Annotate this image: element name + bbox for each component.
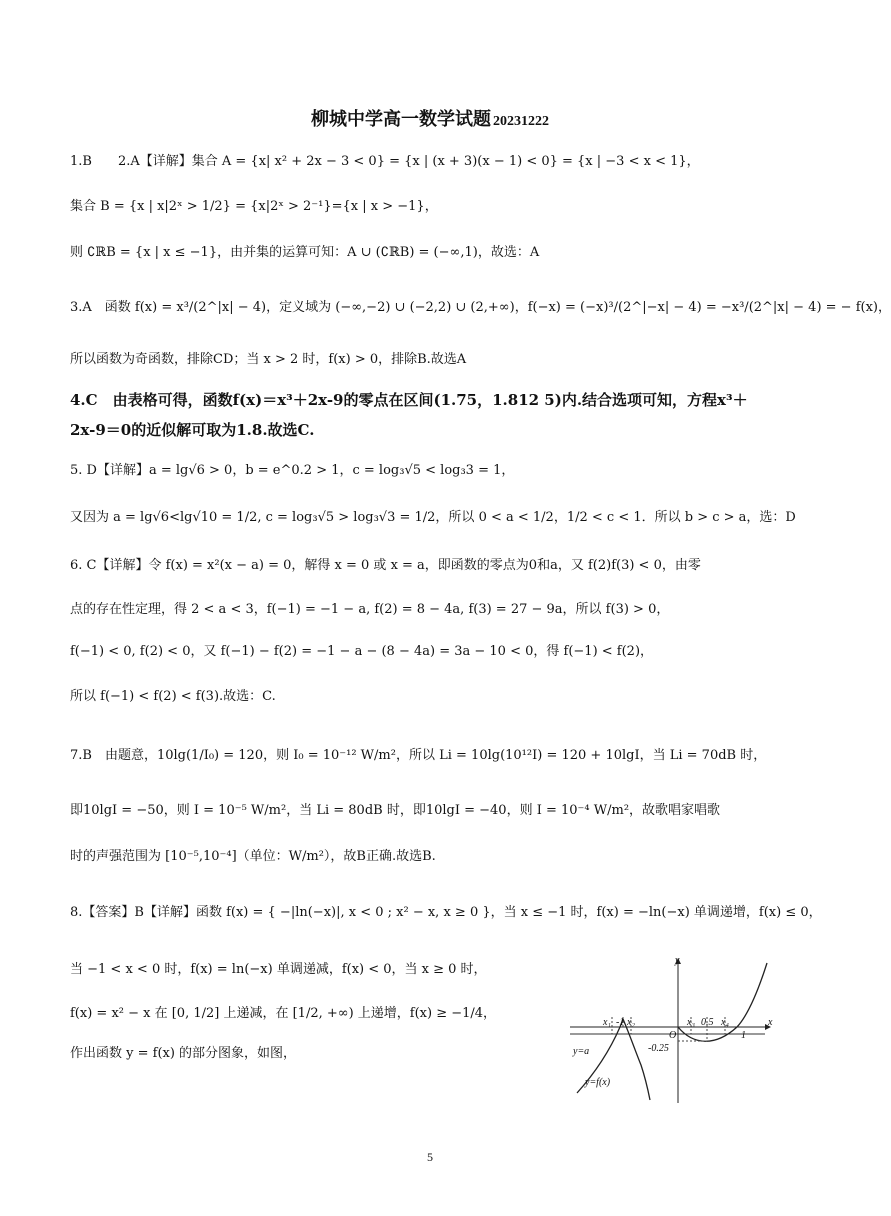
graph-label-neg025: -0.25	[648, 1043, 669, 1054]
graph-label-half: 0.5	[701, 1017, 714, 1028]
answer-line-1: 1.B 2.A【详解】集合 A = {x| x² + 2x − 3 < 0} = {x | (x + 3)(x − 1) < 0} = {x | −3 < x < 1}，	[70, 154, 700, 169]
graph-label-x: x	[768, 1017, 773, 1028]
graph-label-x3: x₃	[687, 1017, 695, 1028]
curve-left-decreasing	[623, 1019, 650, 1100]
answer-line-18: 当 −1 < x < 0 时，f(x) = ln(−x) 单调递减，f(x) < 0，当 x ≥ 0 时，	[70, 962, 487, 977]
answer-line-6: 4.C 由表格可得，函数f(x)＝x³＋2x-9的零点在区间(1.75，1.812 5)内.结合选项可知，方程x³＋	[70, 391, 748, 409]
answer-line-9: 又因为 a = lg√6<lg√10 = 1/2, c = log₃√5 > log₃√3 = 1/2，所以 0 < a < 1/2，1/2 < c < 1．所以 b > c > a，选：D	[70, 510, 796, 525]
answer-line-7: 2x-9＝0的近似解可取为1.8.故选C.	[70, 421, 315, 439]
graph-svg	[565, 955, 780, 1105]
page-number: 5	[427, 1150, 433, 1164]
answer-line-2: 集合 B = {x | x|2ˣ > 1/2} = {x|2ˣ > 2⁻¹}={x | x > −1}，	[70, 199, 438, 214]
answer-line-12: f(−1) < 0, f(2) < 0，又 f(−1) − f(2) = −1 − a − (8 − 4a) = 3a − 10 < 0，得 f(−1) < f(2)，	[70, 644, 654, 659]
answer-line-5: 所以函数为奇函数，排除CD；当 x > 2 时，f(x) > 0，排除B.故选A	[70, 352, 467, 367]
graph-label-y: y	[675, 955, 680, 966]
page-title	[0, 105, 860, 131]
answer-line-13: 所以 f(−1) < f(2) < f(3).故选：C.	[70, 689, 276, 704]
answer-line-11: 点的存在性定理，得 2 < a < 3，f(−1) = −1 − a, f(2) = 8 − 4a, f(3) = 27 − 9a，所以 f(3) > 0，	[70, 602, 670, 617]
graph-label-x2: x₂	[627, 1017, 635, 1028]
title-text: 柳城中学高一数学试题	[311, 109, 491, 130]
graph-label-ya: y=a	[573, 1046, 590, 1057]
graph-label-one: 1	[741, 1030, 746, 1041]
answer-line-3: 则 ∁ℝB = {x | x ≤ −1}，由并集的运算可知：A ∪ (∁ℝB) = (−∞,1)，故选：A	[70, 245, 540, 260]
answer-line-15: 即10lgI = −50，则 I = 10⁻⁵ W/m²，当 Li = 80dB 时，即10lgI = −40，则 I = 10⁻⁴ W/m²，故歌唱家唱歌	[70, 803, 721, 818]
function-graph	[565, 955, 780, 1105]
graph-label-x1: x₁	[603, 1017, 611, 1028]
answer-line-16: 时的声强范围为 [10⁻⁵,10⁻⁴]（单位：W/m²），故B正确.故选B.	[70, 849, 436, 864]
graph-label-yfx: y=f(x)	[585, 1077, 611, 1088]
answer-line-4: 3.A 函数 f(x) = x³/(2^|x| − 4)，定义域为 (−∞,−2) ∪ (−2,2) ∪ (2,+∞)，f(−x) = (−x)³/(2^|−x| − 4) = −x³/(2^|x| − 4) = − f(x)，	[70, 300, 891, 315]
graph-label-origin: O	[669, 1030, 677, 1041]
title-date: 20231222	[493, 114, 549, 129]
answer-line-10: 6. C【详解】令 f(x) = x²(x − a) = 0，解得 x = 0 或 x = a，即函数的零点为0和a，又 f(2)f(3) < 0，由零	[70, 558, 701, 573]
answer-line-20: 作出函数 y = f(x) 的部分图象，如图，	[70, 1046, 297, 1061]
answer-line-19: f(x) = x² − x 在 [0, 1/2] 上递减，在 [1/2, +∞) 上递增，f(x) ≥ −1/4，	[70, 1006, 497, 1021]
graph-label-neg1: -1	[616, 1017, 625, 1028]
answer-line-14: 7.B 由题意，10lg(1/I₀) = 120，则 I₀ = 10⁻¹² W/m²，所以 Li = 10lg(10¹²I) = 120 + 10lgI，当 Li = 70dB 时，	[70, 748, 767, 763]
answer-line-8: 5. D【详解】a = lg√6 > 0，b = e^0.2 > 1，c = log₃√5 < log₃3 = 1，	[70, 463, 515, 478]
graph-label-x4: x₄	[721, 1017, 729, 1028]
answer-line-17: 8.【答案】B【详解】函数 f(x) = { −|ln(−x)|, x < 0 ; x² − x, x ≥ 0 }，当 x ≤ −1 时，f(x) = −ln(−x) 单调递增，f(x) ≤ 0，	[70, 905, 822, 920]
